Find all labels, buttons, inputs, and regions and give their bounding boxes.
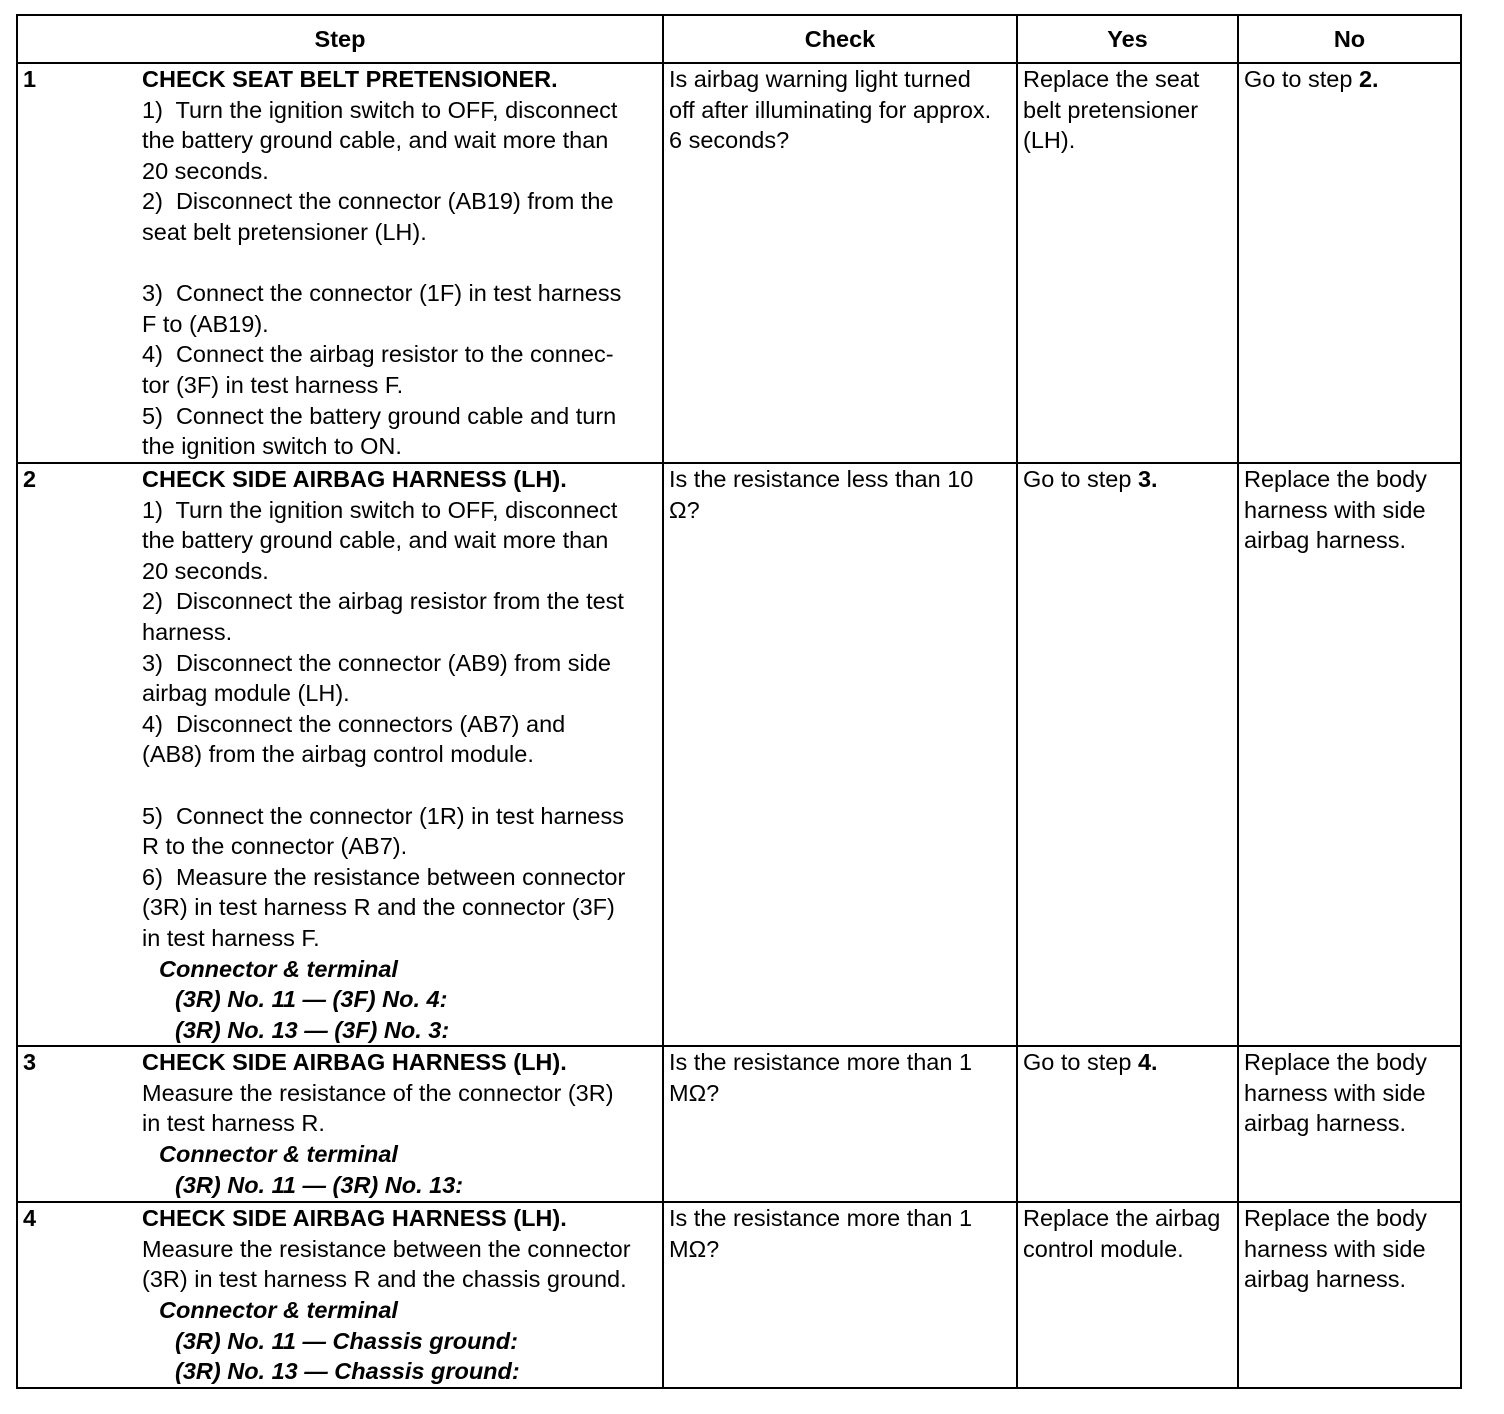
step-line: 1) Turn the ignition switch to OFF, disconnect [142,496,618,523]
step-line: in test harness F. [142,924,320,951]
yes-line: control module. [1023,1235,1184,1262]
yes-cell [1017,1202,1238,1388]
no-line: airbag harness. [1244,1110,1406,1137]
no-cell [1238,1202,1461,1388]
yes-cell [1017,1046,1238,1202]
go-to-step-text: Go to step [1023,1049,1138,1076]
step-title: CHECK SIDE AIRBAG HARNESS (LH). [142,466,567,492]
step-line: 2) Disconnect the connector (AB19) from the [142,188,614,215]
no-line: Replace the body [1244,1049,1427,1076]
step-line: Measure the resistance between the connector [142,1235,631,1262]
step-line: 20 seconds. [142,557,269,584]
step-line: 4) Disconnect the connectors (AB7) and [142,710,566,737]
no-line: airbag harness. [1244,527,1406,554]
header-step: Step [17,15,663,63]
step-line: R to the connector (AB7). [142,833,408,860]
step-line: 3) Disconnect the connector (AB9) from side [142,649,611,676]
header-no: No [1238,15,1461,63]
yes-cell [1017,63,1238,463]
step-cell [17,1046,663,1202]
step-line: harness. [142,618,233,645]
check-line: 6 seconds? [669,127,790,154]
step-line: (AB8) from the airbag control module. [142,741,534,768]
connector-terminal-heading: Connector & terminal [159,955,398,982]
step-line: 6) Measure the resistance between connector [142,863,626,890]
yes-line: (LH). [1023,127,1076,154]
step-number: 3 [23,1049,37,1076]
check-line: Is airbag warning light turned [669,66,971,92]
yes-line: Replace the seat [1023,66,1200,92]
no-line: Replace the body [1244,1205,1427,1232]
yes-cell [1017,463,1238,1046]
connector-terminal-line: (3R) No. 11 — (3F) No. 4: [175,986,448,1013]
blank-line [142,770,658,801]
step-line: the battery ground cable, and wait more than [142,527,609,554]
no-line: harness with side [1244,1079,1426,1106]
connector-terminal-line: (3R) No. 13 — (3F) No. 3: [175,1016,450,1043]
step-number: 2 [23,466,37,492]
step-line: tor (3F) in test harness F. [142,371,404,398]
check-line: Is the resistance more than 1 [669,1205,973,1232]
step-number: 1 [23,66,37,92]
step-line: 1) Turn the ignition switch to OFF, disconnect [142,96,618,123]
step-line: the battery ground cable, and wait more than [142,127,609,154]
step-body [142,464,658,1045]
no-line: harness with side [1244,1235,1426,1262]
step-line: seat belt pretensioner (LH). [142,218,427,245]
yes-line [1023,1047,1233,1078]
step-line: 3) Connect the connector (1F) in test harness [142,280,622,307]
step-cell [17,463,663,1046]
step-line: F to (AB19). [142,310,269,337]
step-line: in test harness R. [142,1110,325,1137]
step-line: 5) Connect the connector (1R) in test harness [142,802,624,829]
no-cell [1238,63,1461,463]
connector-terminal-heading: Connector & terminal [159,1297,398,1324]
step-line: 4) Connect the airbag resistor to the connec- [142,341,614,368]
go-to-step-number: 4. [1137,1049,1158,1076]
step-title: CHECK SEAT BELT PRETENSIONER. [142,66,558,92]
connector-terminal-line: (3R) No. 13 — Chassis ground: [175,1358,520,1385]
step-body [142,64,658,462]
check-line: off after illuminating for approx. [669,96,992,123]
table-row [17,63,1461,463]
step-line: 5) Connect the battery ground cable and turn [142,402,617,429]
check-line: Is the resistance more than 1 [669,1049,973,1076]
check-cell [663,63,1017,463]
check-cell [663,463,1017,1046]
header-yes: Yes [1017,15,1238,63]
header-row [17,15,1461,63]
no-line [1244,64,1456,95]
step-line: 2) Disconnect the airbag resistor from the test [142,588,624,615]
no-line: airbag harness. [1244,1266,1406,1293]
connector-terminal-heading: Connector & terminal [159,1141,398,1168]
diagnostic-table [16,14,1462,1389]
header-check: Check [663,15,1017,63]
step-cell [17,63,663,463]
no-cell [1238,463,1461,1046]
step-title: CHECK SIDE AIRBAG HARNESS (LH). [142,1049,567,1076]
step-number: 4 [23,1205,37,1232]
no-line: Replace the body [1244,466,1427,492]
table-row [17,1046,1461,1202]
check-cell [663,1046,1017,1202]
connector-terminal-line: (3R) No. 11 — (3R) No. 13: [175,1171,464,1198]
yes-line: belt pretensioner [1023,96,1199,123]
step-line: Measure the resistance of the connector (3R) [142,1079,614,1106]
go-to-step-text: Go to step [1244,66,1359,92]
go-to-step-text: Go to step [1023,466,1138,492]
step-body [142,1047,658,1200]
step-cell [17,1202,663,1388]
check-line: Ω? [669,496,700,523]
check-line: MΩ? [669,1235,720,1262]
table-row [17,463,1461,1046]
connector-terminal-line: (3R) No. 11 — Chassis ground: [175,1327,518,1354]
step-line: the ignition switch to ON. [142,433,402,460]
go-to-step-number: 2. [1358,66,1379,92]
step-body [142,1203,658,1387]
step-line: airbag module (LH). [142,680,350,707]
no-cell [1238,1046,1461,1202]
check-cell [663,1202,1017,1388]
step-line: (3R) in test harness R and the connector (3F) [142,894,615,921]
step-line: 20 seconds. [142,157,269,184]
check-line: MΩ? [669,1079,720,1106]
check-line: Is the resistance less than 10 [669,466,974,492]
yes-line: Replace the airbag [1023,1205,1221,1232]
step-line: (3R) in test harness R and the chassis ground. [142,1266,627,1293]
blank-line [142,248,658,279]
step-title: CHECK SIDE AIRBAG HARNESS (LH). [142,1205,567,1232]
go-to-step-number: 3. [1137,466,1158,492]
no-line: harness with side [1244,496,1426,523]
table-row [17,1202,1461,1388]
yes-line [1023,464,1233,495]
